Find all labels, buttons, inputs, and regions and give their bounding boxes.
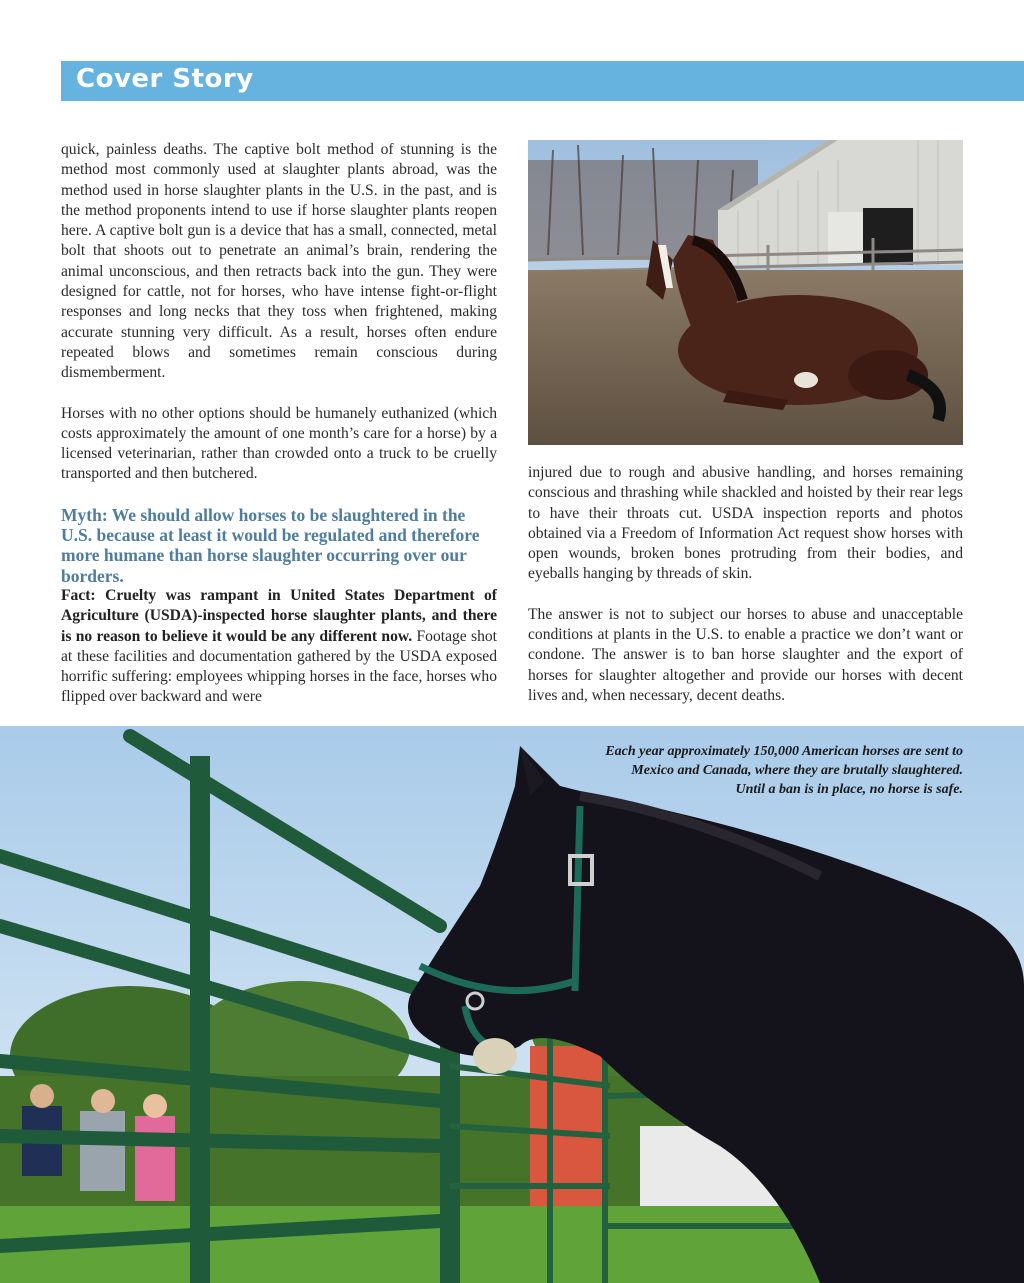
fact-text: Footage shot at these facilities and documentation gathered by the USDA exposed horrific suffering: employees whipping horses in the face, horses who flipped over backward and were [61, 627, 498, 706]
horse-at-fence-illustration [0, 726, 1024, 1283]
right-text-column [528, 463, 963, 706]
caption-line: Mexico and Canada, where they are brutally slaughtered. [631, 763, 963, 778]
left-text-column [61, 140, 497, 708]
caption-line: Each year approximately 150,000 American horses are sent to [605, 744, 963, 759]
body-paragraph: Horses with no other options should be humanely euthanized (which costs approximately the amount of one month’s care for a horse) by a licensed veterinarian, rather than crowded onto a truck to be cruelly transported and then butchered. [61, 404, 497, 483]
body-paragraph: quick, painless deaths. The captive bolt method of stunning is the method most commonly used at slaughter plants abroad, was the method used in horse slaughter plants in the U.S. in the past, and is the method proponents intend to use if horse slaughter plants reopen here. A captive bolt gun is a device that has a small, connected, metal bolt that shoots out to penetrate an animal’s brain, rendering the animal unconscious, and then retracts back into the gun. They were designed for cattle, not for horses, who have intense fight-or-flight responses and long necks that they toss when frightened, making accurate stunning very difficult. As a result, horses often endure repeated blows and sometimes remain conscious during dismemberment. [61, 141, 497, 382]
body-paragraph: The answer is not to subject our horses to abuse and unacceptable conditions at plants in the U.S. to enable a practice we don’t want or condone. The answer is to ban horse slaughter and the export of horses for slaughter altogether and provide our horses with decent lives and, when necessary, decent deaths. [528, 605, 963, 704]
body-paragraph: injured due to rough and abusive handling, and horses remaining conscious and thrashing while shackled and hoisted by their rear legs to have their throats cut. USDA inspection reports and photos obtained via a Freedom of Information Act request show horses with open wounds, broken bones protruding from their bodies, and eyeballs hanging by threads of skin. [528, 464, 963, 583]
fact-lead: Fact: Cruelty was rampant in United States Department of Agriculture (USDA)-inspected horse slaughter plants, and there is no reason to believe it would be any different now. [61, 586, 497, 645]
section-title: Cover Story [76, 64, 254, 94]
caption-line: Until a ban is in place, no horse is safe. [735, 782, 963, 797]
lying-horse-photo [528, 140, 963, 445]
lying-horse-illustration [528, 140, 963, 445]
section-header-bar [61, 61, 1024, 101]
horse-at-fence-photo [0, 726, 1024, 1283]
fact-paragraph [61, 586, 497, 708]
photo-caption [543, 742, 963, 799]
myth-heading: Myth: We should allow horses to be slaughtered in the U.S. because at least it would be regulated and therefore more humane than horse slaughter occurring over our borders. [61, 504, 480, 586]
